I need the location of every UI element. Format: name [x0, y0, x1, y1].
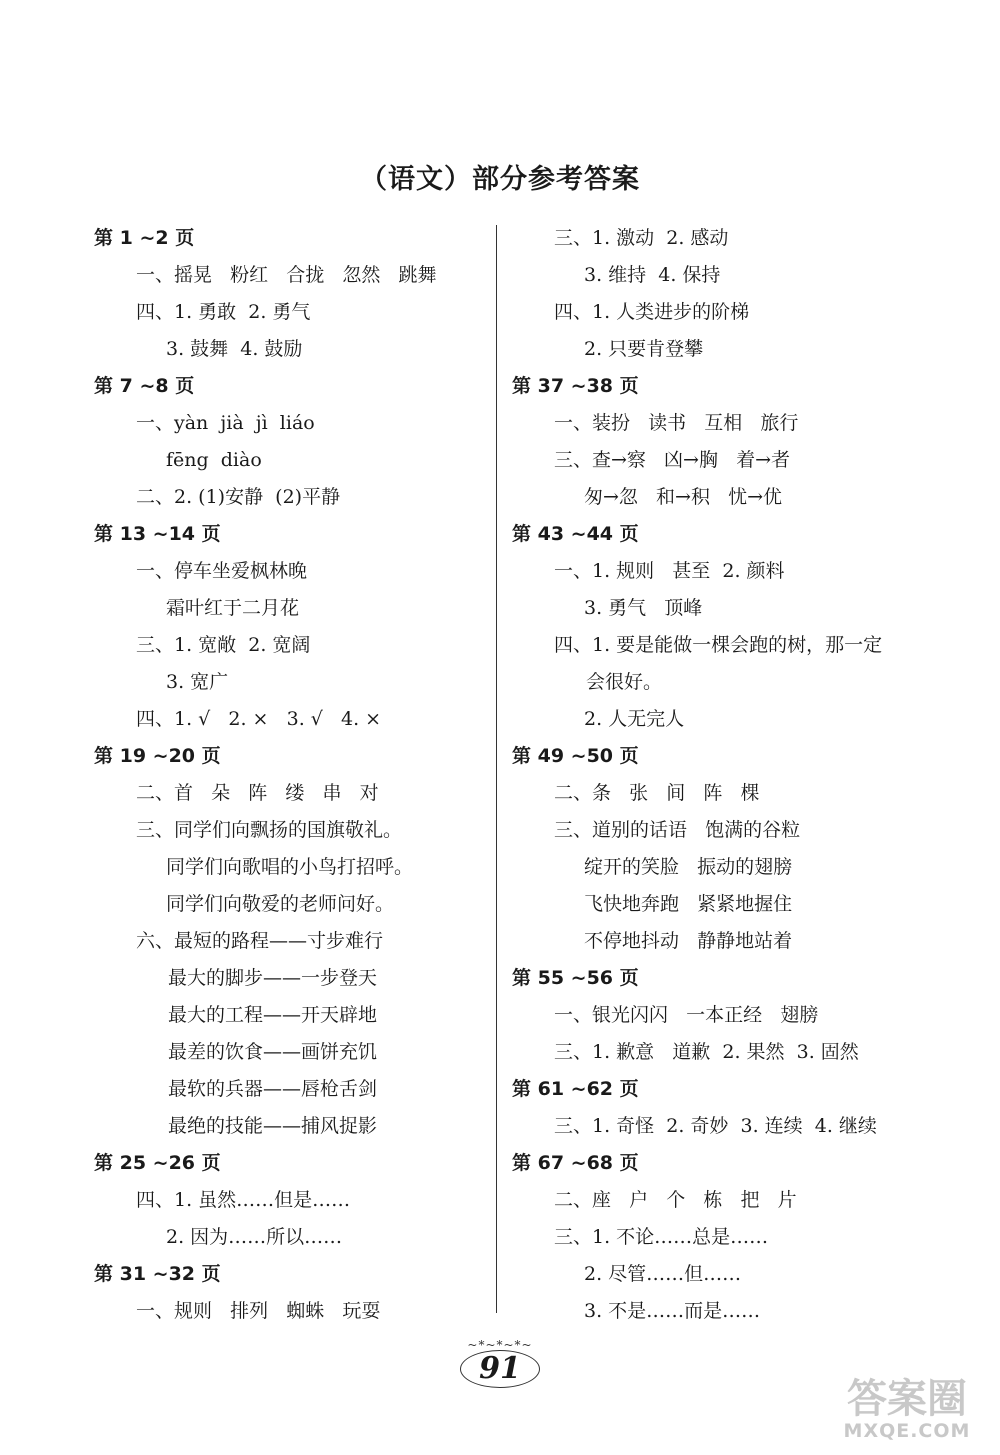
right-answer-line: 2. 只要肯登攀: [584, 338, 704, 360]
watermark-bottom-text: MXQE.COM: [843, 1420, 971, 1442]
right-answer-line: 3. 不是……而是……: [584, 1300, 761, 1322]
left-answer-line: 三、同学们向飘扬的国旗敬礼。: [136, 819, 403, 841]
left-answer-line: 同学们向敬爱的老师问好。: [166, 893, 395, 915]
right-page-heading: 第 43 ~44 页: [512, 523, 639, 545]
left-answer-line: 二、2. (1)安静 (2)平静: [136, 486, 341, 508]
right-answer-line: 二、座 户 个 栋 把 片: [554, 1189, 797, 1211]
right-answer-line: 四、1. 人类进步的阶梯: [554, 301, 750, 323]
left-answer-line: 同学们向歌唱的小鸟打招呼。: [166, 856, 414, 878]
left-answer-line: fēng diào: [166, 449, 262, 471]
right-answer-line: 四、1. 要是能做一棵会跑的树，那一定: [554, 634, 883, 656]
left-answer-line: 一、停车坐爱枫林晚: [136, 560, 308, 582]
left-answer-line: 三、1. 宽敞 2. 宽阔: [136, 634, 311, 656]
column-divider: [496, 225, 497, 1313]
right-answer-line: 2. 尽管……但……: [584, 1263, 742, 1285]
right-answer-line: 3. 维持 4. 保持: [584, 264, 721, 286]
right-answer-line: 三、1. 激动 2. 感动: [554, 227, 729, 249]
footer-ornament: ~*~*~*~: [467, 1338, 533, 1352]
right-answer-line: 会很好。: [586, 671, 663, 693]
left-answer-line: 霜叶红于二月花: [166, 597, 300, 619]
right-answer-line: 2. 人无完人: [584, 708, 685, 730]
left-answer-line: 一、摇晃 粉红 合拢 忽然 跳舞: [136, 264, 437, 286]
page-number-label: 91: [460, 1350, 540, 1388]
left-answer-line: 六、最短的路程——寸步难行: [136, 930, 384, 952]
right-answer-line: 三、1. 不论……总是……: [554, 1226, 769, 1248]
left-page-heading: 第 25 ~26 页: [94, 1152, 221, 1174]
right-page-heading: 第 49 ~50 页: [512, 745, 639, 767]
right-page-heading: 第 67 ~68 页: [512, 1152, 639, 1174]
left-page-heading: 第 31 ~32 页: [94, 1263, 221, 1285]
watermark-logo: [832, 1378, 982, 1442]
right-answer-line: 绽开的笑脸 振动的翅膀: [584, 856, 793, 878]
right-answer-line: 不停地抖动 静静地站着: [584, 930, 793, 952]
left-answer-line: 2. 因为……所以……: [166, 1226, 343, 1248]
left-answer-line: 四、1. 勇敢 2. 勇气: [136, 301, 311, 323]
left-answer-line: 二、首 朵 阵 缕 串 对: [136, 782, 379, 804]
left-answer-line: 四、1. 虽然……但是……: [136, 1189, 351, 1211]
right-answer-line: 一、1. 规则 甚至 2. 颜料: [554, 560, 785, 582]
right-answer-column: [512, 220, 932, 1330]
right-answer-line: 飞快地奔跑 紧紧地握住: [584, 893, 793, 915]
right-answer-line: 3. 勇气 顶峰: [584, 597, 703, 619]
right-page-heading: 第 61 ~62 页: [512, 1078, 639, 1100]
right-answer-line: 三、1. 歉意 道歉 2. 果然 3. 固然: [554, 1041, 859, 1063]
watermark-top-text: 答案圈: [847, 1376, 967, 1422]
left-page-heading: 第 19 ~20 页: [94, 745, 221, 767]
left-page-heading: 第 1 ~2 页: [94, 227, 195, 249]
left-answer-line: 最大的脚步——一步登天: [168, 967, 378, 989]
right-answer-line: 一、装扮 读书 互相 旅行: [554, 412, 799, 434]
left-answer-line: 最差的饮食——画饼充饥: [168, 1041, 378, 1063]
right-answer-line: 三、1. 奇怪 2. 奇妙 3. 连续 4. 继续: [554, 1115, 877, 1137]
right-answer-line: 匆→忽 和→积 忧→优: [584, 486, 782, 508]
right-page-heading: 第 37 ~38 页: [512, 375, 639, 397]
left-answer-line: 最绝的技能——捕风捉影: [168, 1115, 378, 1137]
left-page-heading: 第 13 ~14 页: [94, 523, 221, 545]
left-answer-line: 一、yàn jià jì liáo: [136, 412, 315, 434]
right-page-heading: 第 55 ~56 页: [512, 967, 639, 989]
right-answer-line: 三、道别的话语 饱满的谷粒: [554, 819, 801, 841]
left-answer-line: 一、规则 排列 蜘蛛 玩耍: [136, 1300, 381, 1322]
right-answer-line: 二、条 张 间 阵 棵: [554, 782, 760, 804]
left-answer-line: 最大的工程——开天辟地: [168, 1004, 378, 1026]
left-page-heading: 第 7 ~8 页: [94, 375, 195, 397]
left-answer-line: 四、1. √ 2. × 3. √ 4. ×: [136, 708, 382, 730]
page-title: （语文）部分参考答案: [360, 164, 640, 195]
right-answer-line: 三、查→察 凶→胸 着→者: [554, 449, 790, 471]
left-answer-line: 3. 鼓舞 4. 鼓励: [166, 338, 303, 360]
left-answer-line: 最软的兵器——唇枪舌剑: [168, 1078, 378, 1100]
right-answer-line: 一、银光闪闪 一本正经 翅膀: [554, 1004, 819, 1026]
left-answer-column: [94, 220, 484, 1330]
left-answer-line: 3. 宽广: [166, 671, 229, 693]
